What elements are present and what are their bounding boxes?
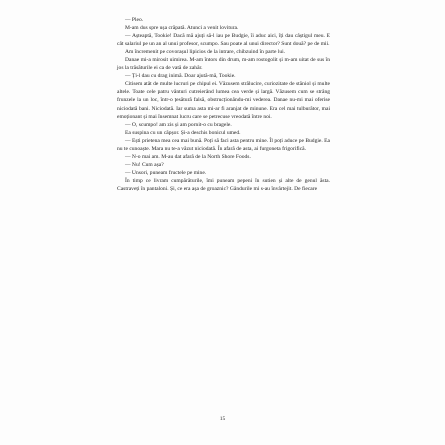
paragraph: — Nu! Cum așa? [125, 161, 164, 168]
paragraph: Citisem atât de multe lucruri pe chipul ei. Văzusem strălucire, curiozitate de stăniol și multe altele. Toate cele patru vânturi cutreierând lumea cea verde și largă. Văzusem cum se strâng frunzele la un loc, într-o țesătură falsă, obstrucționându-mi vederea. Danae nu-mi mai oferise niciodată bani. Niciodată. Iar suma asta mi-ar fi aranjat de minune. Era cel mai tulburător, mai emoționant și mai însemnat lucru care se petrecuse vreodată între noi. [117, 81, 330, 120]
page-number: 15 [219, 416, 226, 422]
body-text [117, 16, 330, 193]
paragraph: — N-o mai am. M-au dat afară de la North Shore Foods. [125, 153, 251, 160]
paragraph: Am încremenit pe covorașul lipicios de la intrare, chibzuind în parte lui. [125, 49, 286, 56]
paragraph: — Ți-l dau cu drag inimă. Doar ajută-mă, Tookie. [125, 73, 236, 80]
paragraph: — Unsori, puneam fructele pe mine. [125, 169, 207, 176]
paragraph: Danae mi-a mirosit uimirea. M-am întors din drum, m-am rostogolit și m-am uitat de sus în jos la trăsăturile ei ca de vată de zahăr. [117, 57, 330, 72]
paragraph: — Pleo. [125, 17, 144, 23]
paragraph: Ea suspina cu un căpșor. Și-a deschis bonicul umed. [125, 129, 241, 136]
paragraph: M-am dus spre ușa crăpată. Atunci a venit lovitura. [125, 25, 239, 32]
paragraph: În timp ce livram cumpărăturile, îmi puneam pepeni în sutien și alte de genul ăsta. Castraveți în pantaloni. Și, ce era așa de groaznic? Gândurile mi s-au învârtejit. De fiecare [117, 177, 330, 192]
paragraph: — Ești prietena mea cea mai bună. Poți să faci asta pentru mine. Îl poți aduce pe Budgie. Ea nu te cunoaște. Mara nu te-a văzut niciodată. În afară de asta, ai furgoneta frigorifică. [117, 137, 330, 152]
paragraph: — O, scumpo! am zis și am pornit-o cu bragele. [125, 121, 232, 128]
paragraph: — Așteaptă, Tookie! Dacă mă ajuți să-l iau pe Budgie, îi aduc aici, îți dau câștigul meu. E cât salariul pe un an al unui profesor, scumpo. Sau poate al unui director? Sunt două? pe de mii. [117, 33, 330, 48]
